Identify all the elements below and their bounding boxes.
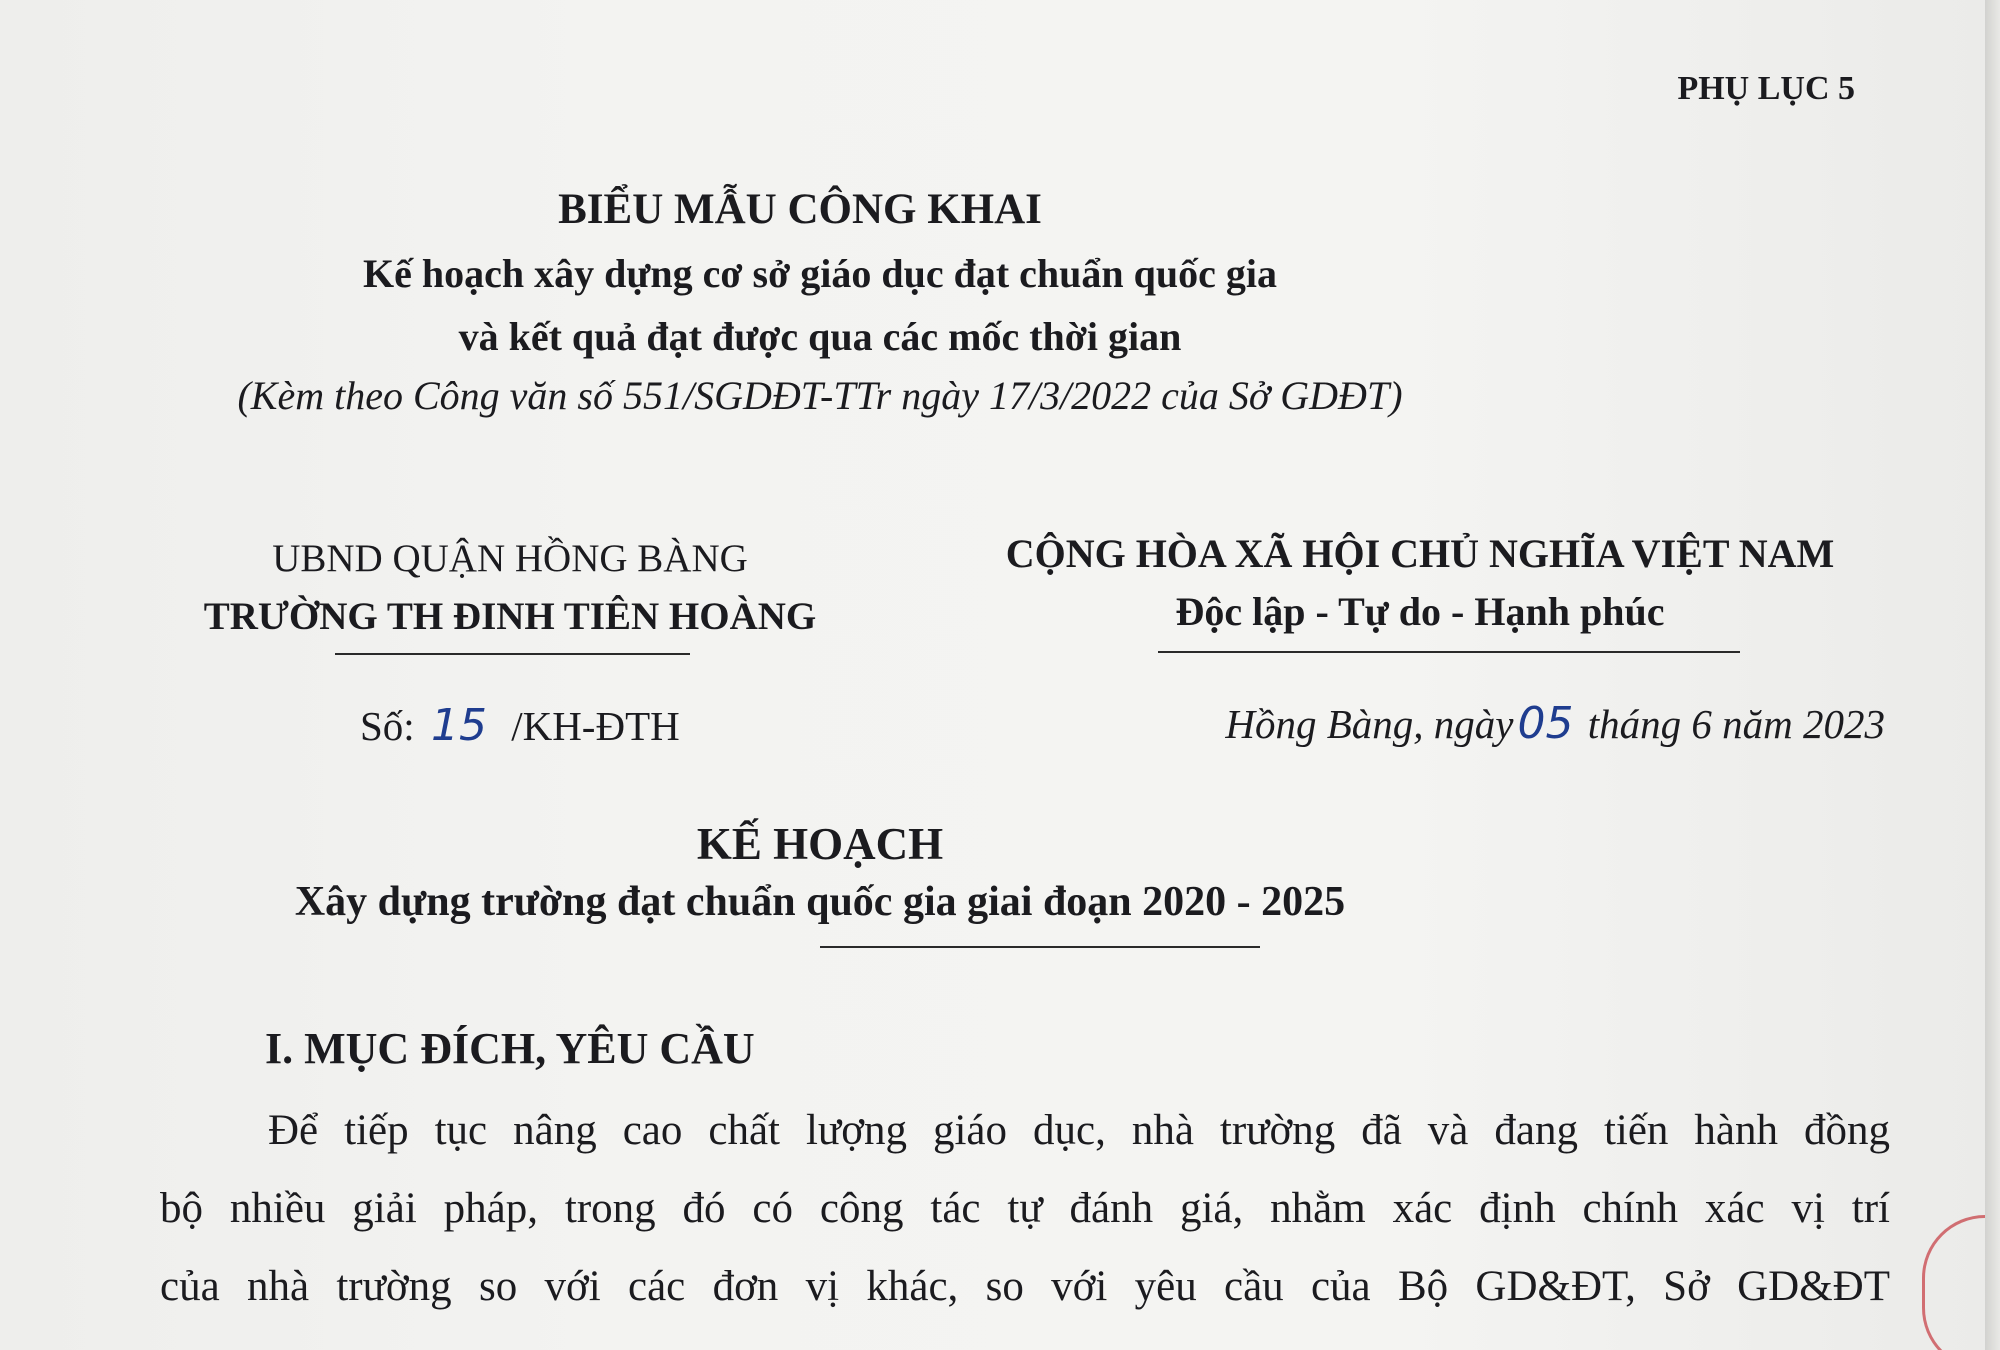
issuer-underline	[335, 653, 690, 655]
form-subtitle-2: và kết quả đạt được qua các mốc thời gian	[458, 314, 1182, 359]
plan-subtitle: Xây dựng trường đạt chuẩn quốc gia giai đoạn 2020 - 2025	[294, 879, 1346, 925]
document-number-prefix: Số:	[360, 703, 415, 749]
date-prefix: Hồng Bàng, ngày	[1225, 701, 1514, 747]
plan-title: KẾ HOẠCH	[696, 819, 944, 869]
date-suffix: tháng 6 năm 2023	[1577, 701, 1885, 747]
date-day-handwritten: 05	[1517, 698, 1574, 749]
form-subtitle-1: Kế hoạch xây dựng cơ sở giáo dục đạt chuẩn quốc gia	[362, 251, 1277, 296]
national-motto: Độc lập - Tự do - Hạnh phúc	[1175, 589, 1665, 634]
document-number	[360, 700, 680, 751]
issuer-authority: UBND QUẬN HỒNG BÀNG	[272, 537, 748, 580]
paragraph-line: bộ nhiều giải pháp, trong đó có công tác tự đánh giá, nhằm xác định chính xác vị trí	[160, 1185, 1890, 1232]
document-number-suffix: /KH-ĐTH	[511, 703, 680, 749]
section-heading: I. MỤC ĐÍCH, YÊU CẦU	[265, 1024, 755, 1073]
body-paragraph	[160, 1092, 1890, 1326]
country-name: CỘNG HÒA XÃ HỘI CHỦ NGHĨA VIỆT NAM	[1005, 531, 1835, 576]
paragraph-line: Để tiếp tục nâng cao chất lượng giáo dục, nhà trường đã và đang tiến hành đồng	[268, 1107, 1890, 1154]
red-stamp-edge	[1922, 1215, 1985, 1350]
document-number-handwritten: 15	[430, 700, 487, 751]
page-edge	[1985, 0, 2000, 1350]
paragraph-line: của nhà trường so với các đơn vị khác, so với yêu cầu của Bộ GD&ĐT, Sở GD&ĐT	[160, 1263, 1890, 1310]
plan-title-underline	[820, 946, 1260, 948]
form-reference: (Kèm theo Công văn số 551/SGDĐT-TTr ngày 17/3/2022 của Sở GDĐT)	[237, 373, 1403, 418]
issuer-school: TRƯỜNG TH ĐINH TIÊN HOÀNG	[203, 595, 817, 638]
appendix-label: PHỤ LỤC 5	[1677, 70, 1855, 107]
motto-underline	[1158, 651, 1740, 653]
document-date	[1225, 698, 1885, 749]
form-title: BIỂU MẪU CÔNG KHAI	[558, 186, 1042, 233]
